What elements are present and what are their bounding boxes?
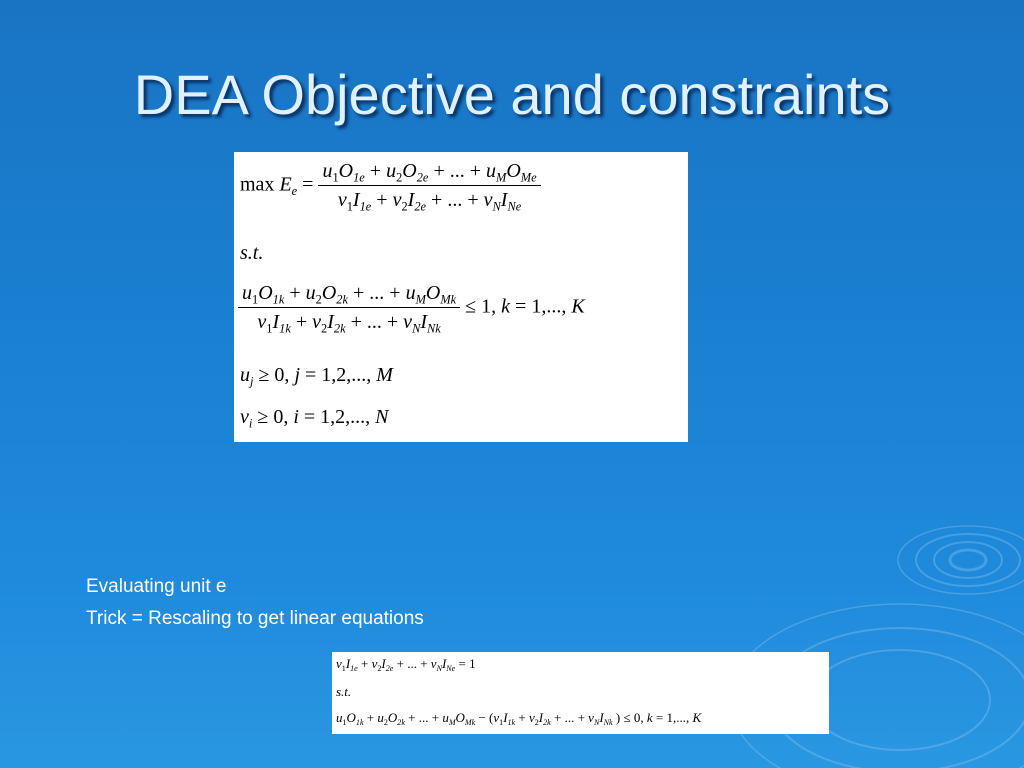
formula-box-objective bbox=[234, 152, 688, 442]
u-nonnegativity: $u_j \ge 0$, j = 1,2,..., M bbox=[240, 364, 393, 389]
v-nonnegativity: $v_i \ge 0$, i = 1,2,..., N bbox=[240, 406, 389, 431]
normalization-constraint: $v_1I_{1e} + v_2I_{2e}$ + ... + $v_NI_{Ne} = 1$ bbox=[336, 656, 476, 673]
formula-box-linearized bbox=[332, 652, 829, 734]
ratio-constraint: $\frac{u_1O_{1k} + u_2O_{2k} + ... + u_MO_{Mk}}{v_1I_{1k} + v_2I_{2k} + ... + v_NI_{Nk}}$ ≤ 1, k = 1,..., K bbox=[238, 282, 585, 334]
subject-to-label-2: s.t. bbox=[336, 684, 352, 699]
linear-constraint: $u_1O_{1k} + u_2O_{2k}$ + ... + $u_MO_{Mk} - (v_1I_{1k} + v_2I_{2k}$ + ... + $v_NI_{Nk}$ ) ≤ 0, k = 1,..., K bbox=[336, 710, 702, 727]
slide-title: DEA Objective and constraints bbox=[133, 63, 891, 126]
note-evaluating-unit: Evaluating unit e bbox=[86, 576, 227, 597]
subject-to-label: s.t. bbox=[240, 242, 264, 264]
note-rescaling-trick: Trick = Rescaling to get linear equations bbox=[86, 608, 424, 629]
objective-formula: $\max E_e$ = $\frac{u_1O_{1e} + u_2O_{2e} + ... + u_MO_{Me}}{v_1I_{1e} + v_2I_{2e} + ... + v_NI_{Ne}}$ bbox=[240, 160, 541, 212]
